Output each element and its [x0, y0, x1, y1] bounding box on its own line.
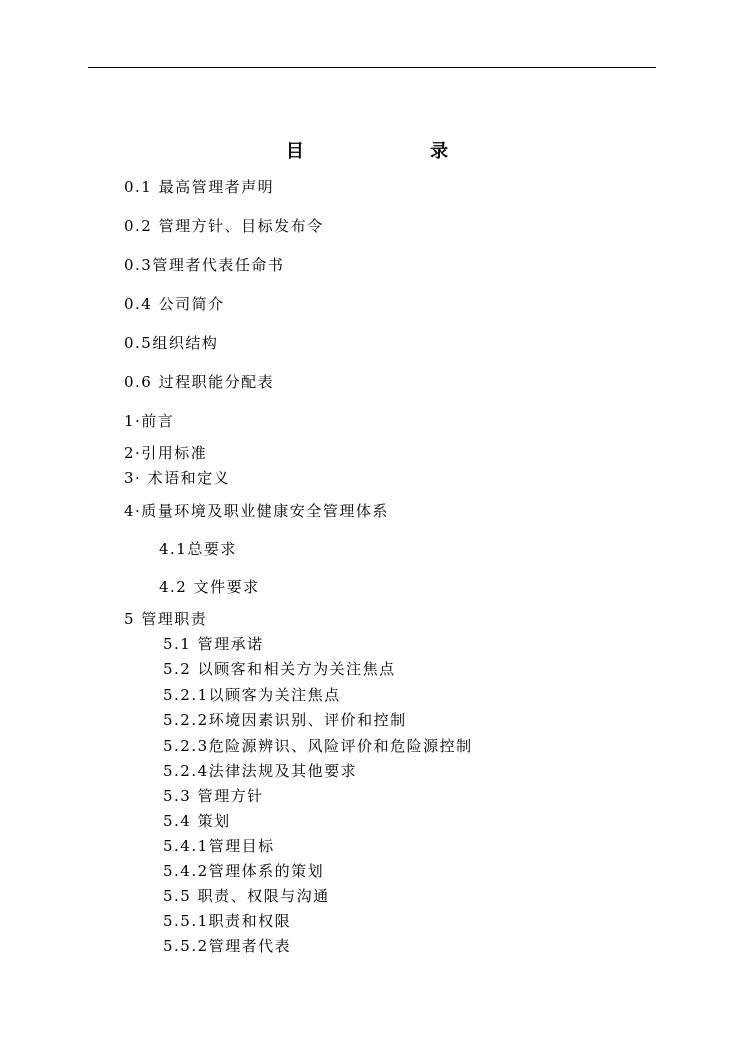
toc-item[interactable]: 5 管理职责 — [124, 610, 208, 628]
toc-item[interactable]: 5.5 职责、权限与沟通 — [163, 887, 330, 905]
page-title: 目 录 — [285, 141, 509, 162]
toc-item[interactable]: 2·引用标准 — [124, 444, 208, 462]
toc-item[interactable]: 4·质量环境及职业健康安全管理体系 — [124, 502, 389, 520]
toc-item[interactable]: 3· 术语和定义 — [124, 469, 231, 487]
toc-item[interactable]: 5.3 管理方针 — [163, 787, 264, 805]
toc-item[interactable]: 0.6 过程职能分配表 — [124, 373, 275, 391]
toc-item[interactable]: 5.5.2管理者代表 — [163, 937, 292, 955]
toc-item[interactable]: 5.1 管理承诺 — [163, 635, 264, 653]
toc-item[interactable]: 4.1总要求 — [159, 540, 237, 558]
toc-item[interactable]: 5.2.2环境因素识别、评价和控制 — [163, 711, 407, 729]
toc-item[interactable]: 5.5.1职责和权限 — [163, 912, 292, 930]
toc-item[interactable]: 4.2 文件要求 — [159, 578, 260, 596]
toc-item[interactable]: 5.2 以顾客和相关方为关注焦点 — [163, 660, 396, 678]
toc-item[interactable]: 5.4 策划 — [163, 812, 231, 830]
toc-item[interactable]: 0.4 公司简介 — [124, 295, 225, 313]
toc-item[interactable]: 5.4.1管理目标 — [163, 837, 275, 855]
toc-item[interactable]: 0.5组织结构 — [124, 334, 219, 352]
toc-item[interactable]: 5.2.4法律法规及其他要求 — [163, 762, 358, 780]
toc-item[interactable]: 5.4.2管理体系的策划 — [163, 862, 325, 880]
toc-item[interactable]: 5.2.1以顾客为关注焦点 — [163, 686, 341, 704]
toc-item[interactable]: 0.2 管理方针、目标发布令 — [124, 217, 324, 235]
toc-item[interactable]: 0.1 最高管理者声明 — [124, 178, 275, 196]
toc-item[interactable]: 1·前言 — [124, 412, 175, 430]
toc-item[interactable]: 5.2.3危险源辨识、风险评价和危险源控制 — [163, 737, 473, 755]
toc-item[interactable]: 0.3管理者代表任命书 — [124, 256, 285, 274]
header-rule — [88, 67, 656, 68]
